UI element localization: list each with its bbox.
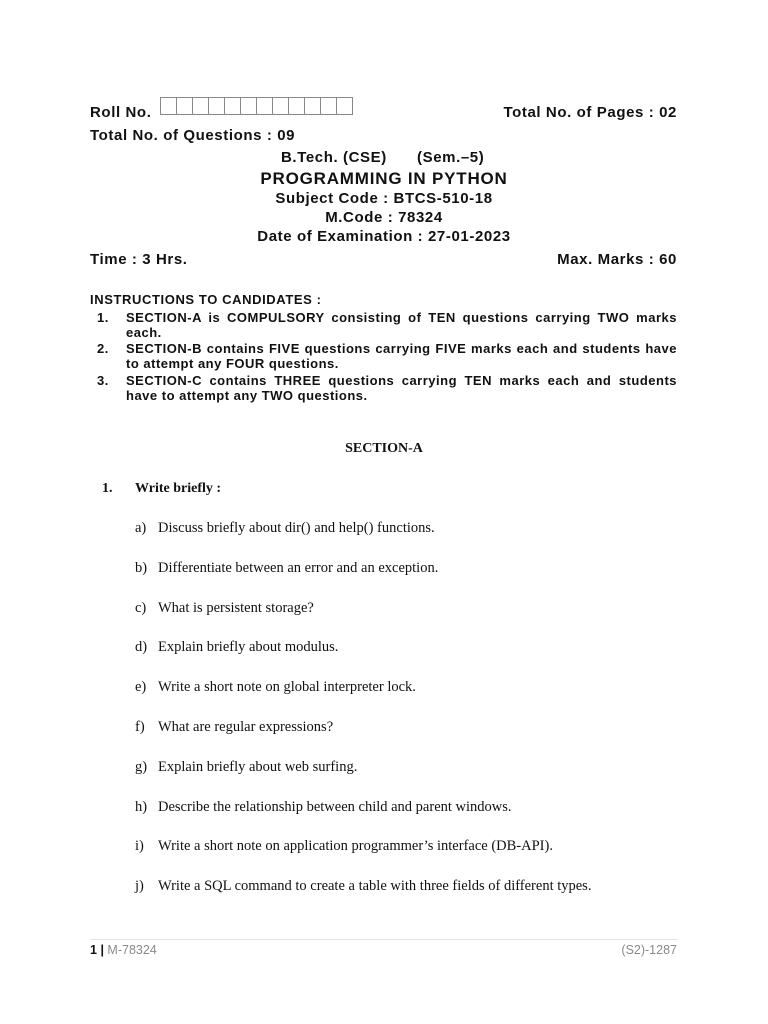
instruction-number: 3.	[97, 373, 109, 388]
footer-separator: |	[100, 943, 104, 957]
part-letter: d)	[135, 639, 148, 655]
roll-number-box	[336, 97, 353, 115]
roll-number-boxes	[160, 97, 352, 115]
part-letter: j)	[135, 878, 144, 894]
instruction-number: 2.	[97, 341, 109, 356]
part-text: Write a short note on application programmer’s interface (DB-API).	[158, 838, 553, 854]
part-letter: g)	[135, 759, 148, 775]
part-text: Explain briefly about web surfing.	[158, 759, 358, 775]
footer-divider	[90, 939, 678, 940]
roll-number-box	[304, 97, 321, 115]
roll-number-box	[176, 97, 193, 115]
part-text: Explain briefly about modulus.	[158, 639, 339, 655]
part-letter: b)	[135, 560, 148, 576]
roll-no-label: Roll No.	[90, 104, 152, 121]
part-text: Write a SQL command to create a table with three fields of different types.	[158, 878, 592, 894]
part-text: Write a short note on global interpreter lock.	[158, 679, 416, 695]
part-text: Describe the relationship between child and parent windows.	[158, 799, 512, 815]
footer-right: (S2)-1287	[621, 943, 677, 957]
part-letter: h)	[135, 799, 148, 815]
m-code: M.Code : 78324	[325, 209, 443, 226]
part-letter: e)	[135, 679, 147, 695]
roll-number-box	[320, 97, 337, 115]
part-text: What is persistent storage?	[158, 600, 314, 616]
instruction-text: SECTION-C contains THREE questions carrying TEN marks each and students have to attempt any TWO questions.	[126, 373, 677, 403]
total-pages: Total No. of Pages : 02	[503, 104, 677, 121]
instructions-heading: INSTRUCTIONS TO CANDIDATES :	[90, 292, 322, 307]
question-heading: Write briefly :	[135, 481, 222, 496]
course: B.Tech. (CSE)	[281, 149, 387, 166]
part-letter: a)	[135, 520, 147, 536]
question-number: 1.	[102, 481, 113, 496]
roll-number-box	[192, 97, 209, 115]
roll-number-box	[272, 97, 289, 115]
footer-left	[90, 943, 157, 957]
roll-number-box	[288, 97, 305, 115]
instruction-text: SECTION-A is COMPULSORY consisting of TEN questions carrying TWO marks each.	[126, 310, 677, 340]
exam-date: Date of Examination : 27-01-2023	[257, 228, 511, 245]
time: Time : 3 Hrs.	[90, 251, 188, 268]
footer-code: M-78324	[107, 943, 157, 957]
instruction-number: 1.	[97, 310, 109, 325]
section-title: SECTION-A	[345, 441, 423, 456]
paper-title: PROGRAMMING IN PYTHON	[260, 169, 508, 188]
part-letter: f)	[135, 719, 145, 735]
page-number: 1	[90, 943, 97, 957]
semester: (Sem.–5)	[417, 149, 485, 166]
instruction-text: SECTION-B contains FIVE questions carrying FIVE marks each and students have to attempt any FOUR questions.	[126, 341, 677, 371]
roll-number-box	[224, 97, 241, 115]
roll-number-box	[240, 97, 257, 115]
roll-number-box	[256, 97, 273, 115]
max-marks: Max. Marks : 60	[557, 251, 677, 268]
total-questions: Total No. of Questions : 09	[90, 127, 296, 144]
part-text: What are regular expressions?	[158, 719, 334, 735]
part-letter: c)	[135, 600, 147, 616]
part-letter: i)	[135, 838, 144, 854]
subject-code: Subject Code : BTCS-510-18	[275, 190, 493, 207]
roll-number-box	[160, 97, 177, 115]
roll-number-box	[208, 97, 225, 115]
part-text: Discuss briefly about dir() and help() functions.	[158, 520, 435, 536]
part-text: Differentiate between an error and an exception.	[158, 560, 439, 576]
